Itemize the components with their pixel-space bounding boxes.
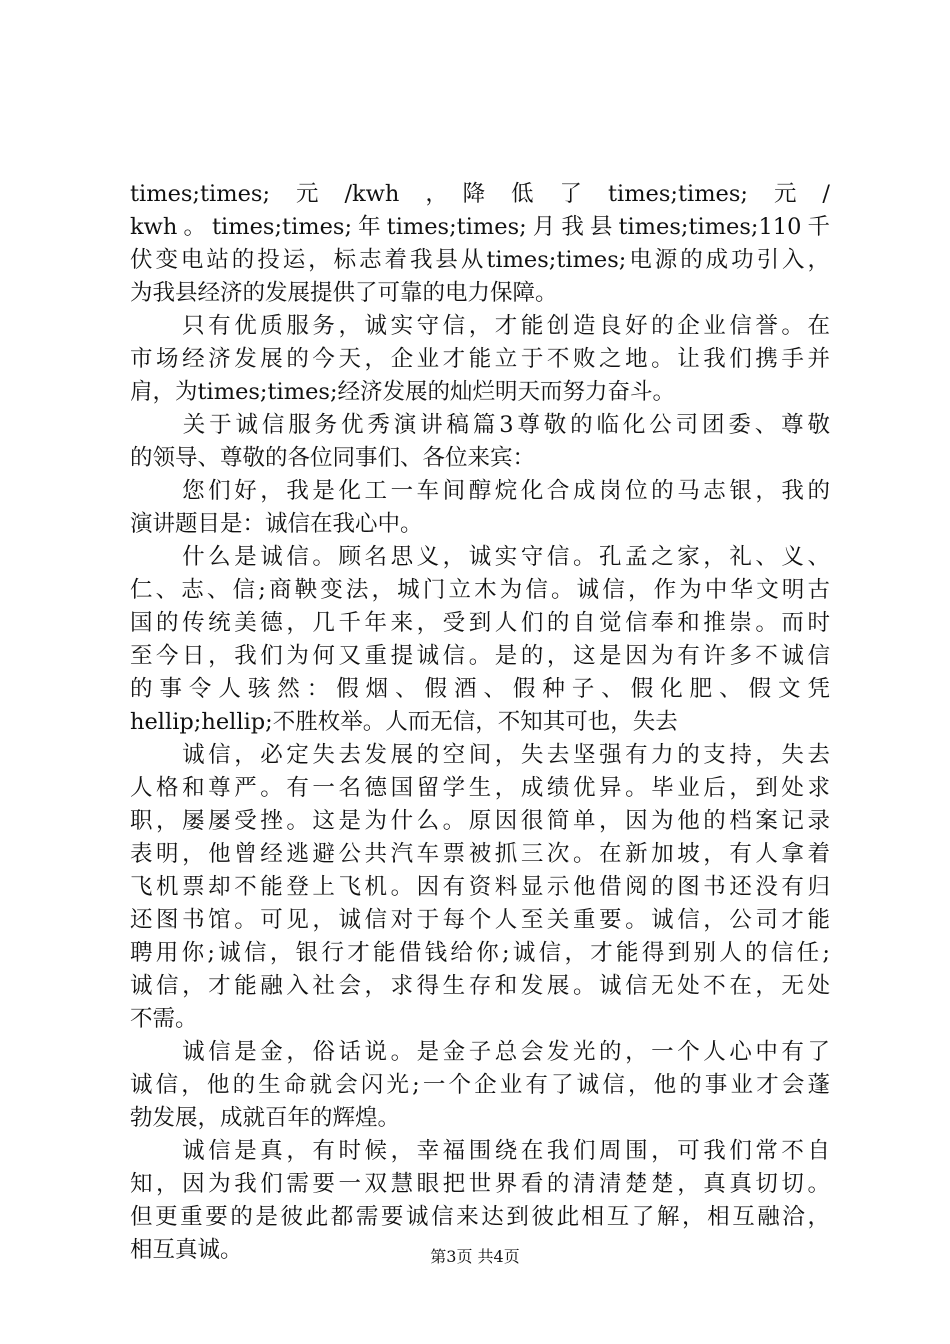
text-line: 诚信，才能融入社会，求得生存和发展。诚信无处不在，无处 — [130, 973, 830, 999]
text-line: 只有优质服务，诚实守信，才能创造良好的企业信誉。在 — [130, 313, 830, 339]
text-line: 诚信，必定失去发展的空间，失去坚强有力的支持，失去 — [130, 742, 830, 768]
text-line: 演讲题目是：诚信在我心中。 — [130, 511, 423, 537]
text-line: 诚信是真，有时候，幸福围绕在我们周围，可我们常不自 — [130, 1138, 830, 1164]
text-line: 聘用你;诚信，银行才能借钱给你;诚信，才能得到别人的信任; — [130, 940, 830, 966]
text-line: 您们好，我是化工一车间醇烷化合成岗位的马志银，我的 — [130, 478, 830, 504]
text-line: 为我县经济的发展提供了可靠的电力保障。 — [130, 280, 558, 306]
text-line: 人格和尊严。有一名德国留学生，成绩优异。毕业后，到处求 — [130, 775, 830, 801]
text-line: 仁、志、信;商鞅变法，城门立木为信。诚信，作为中华文明古 — [130, 577, 830, 603]
text-line: 勃发展，成就百年的辉煌。 — [130, 1105, 401, 1131]
text-line: times;times; 元 /kwh ， 降 低 了 times;times; 元 / — [130, 181, 830, 207]
text-line: 还图书馆。可见，诚信对于每个人至关重要。诚信，公司才能 — [130, 907, 830, 933]
text-line: 至今日，我们为何又重提诚信。是的，这是因为有许多不诚信 — [130, 643, 830, 669]
text-line: 伏变电站的投运，标志着我县从times;times;电源的成功引入， — [130, 247, 830, 273]
text-line: 市场经济发展的今天，企业才能立于不败之地。让我们携手并 — [130, 346, 830, 372]
text-line: 诚信是金，俗话说。是金子总会发光的，一个人心中有了 — [130, 1039, 830, 1065]
page-footer: 第3页 共4页 — [430, 1247, 520, 1266]
text-line: 知，因为我们需要一双慧眼把世界看的清清楚楚，真真切切。 — [130, 1171, 830, 1197]
text-line: 职，屡屡受挫。这是为什么。原因很简单，因为他的档案记录 — [130, 808, 830, 834]
text-line: hellip;hellip;不胜枚举。人而无信，不知其可也，失去 — [130, 709, 678, 735]
text-line: 关于诚信服务优秀演讲稿篇3尊敬的临化公司团委、尊敬 — [130, 412, 830, 438]
text-line: 相互真诚。 — [130, 1237, 243, 1263]
text-line: 肩，为times;times;经济发展的灿烂明天而努力奋斗。 — [130, 379, 676, 405]
text-line: 的事令人骇然：假烟、假酒、假种子、假化肥、假文凭 — [130, 676, 830, 702]
text-line: kwh。times;times;年times;times;月我县times;times;110千 — [130, 214, 830, 240]
text-line: 飞机票却不能登上飞机。因有资料显示他借阅的图书还没有归 — [130, 874, 830, 900]
text-line: 不需。 — [130, 1006, 198, 1032]
text-line: 但更重要的是彼此都需要诚信来达到彼此相互了解，相互融洽， — [130, 1204, 830, 1230]
text-line: 诚信，他的生命就会闪光;一个企业有了诚信，他的事业才会蓬 — [130, 1072, 830, 1098]
text-line: 的领导、尊敬的各位同事们、各位来宾： — [130, 445, 536, 471]
text-line: 什么是诚信。顾名思义，诚实守信。孔孟之家，礼、义、 — [130, 544, 830, 570]
text-line: 表明，他曾经逃避公共汽车票被抓三次。在新加坡，有人拿着 — [130, 841, 830, 867]
body-text — [130, 178, 830, 1267]
text-line: 国的传统美德，几千年来，受到人们的自觉信奉和推崇。而时 — [130, 610, 830, 636]
